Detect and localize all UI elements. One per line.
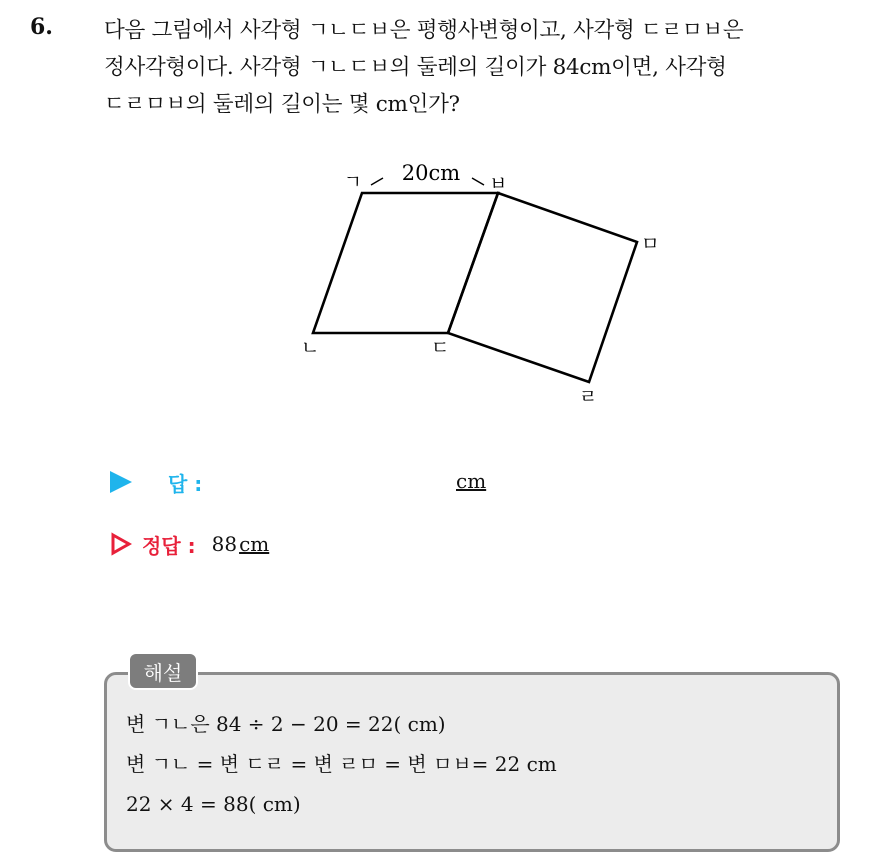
correct-answer-unit: cm [239,532,270,556]
explanation-line-3: 22 × 4 = 88( cm) [126,792,301,816]
correct-answer-value: 88 [211,532,238,556]
explanation-content [126,704,557,824]
dimension-label: 20cm [401,161,461,185]
question-number: 6. [30,14,53,40]
correct-answer-row [110,528,269,560]
vertex-label-nieun: ㄴ [301,337,320,359]
question-line-3: ㄷㄹㅁㅂ의 둘레의 길이는 몇 cm인가? [104,92,460,117]
answer-unit: cm [456,469,487,493]
question-line-1: 다음 그림에서 사각형 ㄱㄴㄷㅂ은 평행사변형이고, 사각형 ㄷㄹㅁㅂ은 [104,18,744,43]
explanation-tab: 해설 [128,652,198,690]
question-line-2: 정사각형이다. 사각형 ㄱㄴㄷㅂ의 둘레의 길이가 84cm이면, 사각형 [104,55,727,80]
explanation-line-2: 변 ㄱㄴ = 변 ㄷㄹ = 변 ㄹㅁ = 변 ㅁㅂ= 22 cm [126,752,557,776]
dimension-tick-left [371,178,383,185]
vertex-label-giyeok: ㄱ [343,171,362,193]
correct-answer-label: 정답 : [142,533,196,558]
answer-label: 답 : [168,471,203,496]
vertex-label-mieum: ㅁ [641,233,660,255]
vertex-label-rieul: ㄹ [579,386,598,408]
play-triangle-icon [110,471,132,493]
dimension-tick-right [472,178,484,185]
parallelogram-shape [313,193,498,333]
vertex-label-bieup: ㅂ [489,173,508,195]
outline-triangle-icon [110,532,132,556]
explanation-line-1: 변 ㄱㄴ은 84 ÷ 2 − 20 = 22( cm) [126,712,446,736]
answer-row [110,466,202,498]
square-shape [448,193,637,382]
vertex-label-digeut: ㄷ [431,337,450,359]
